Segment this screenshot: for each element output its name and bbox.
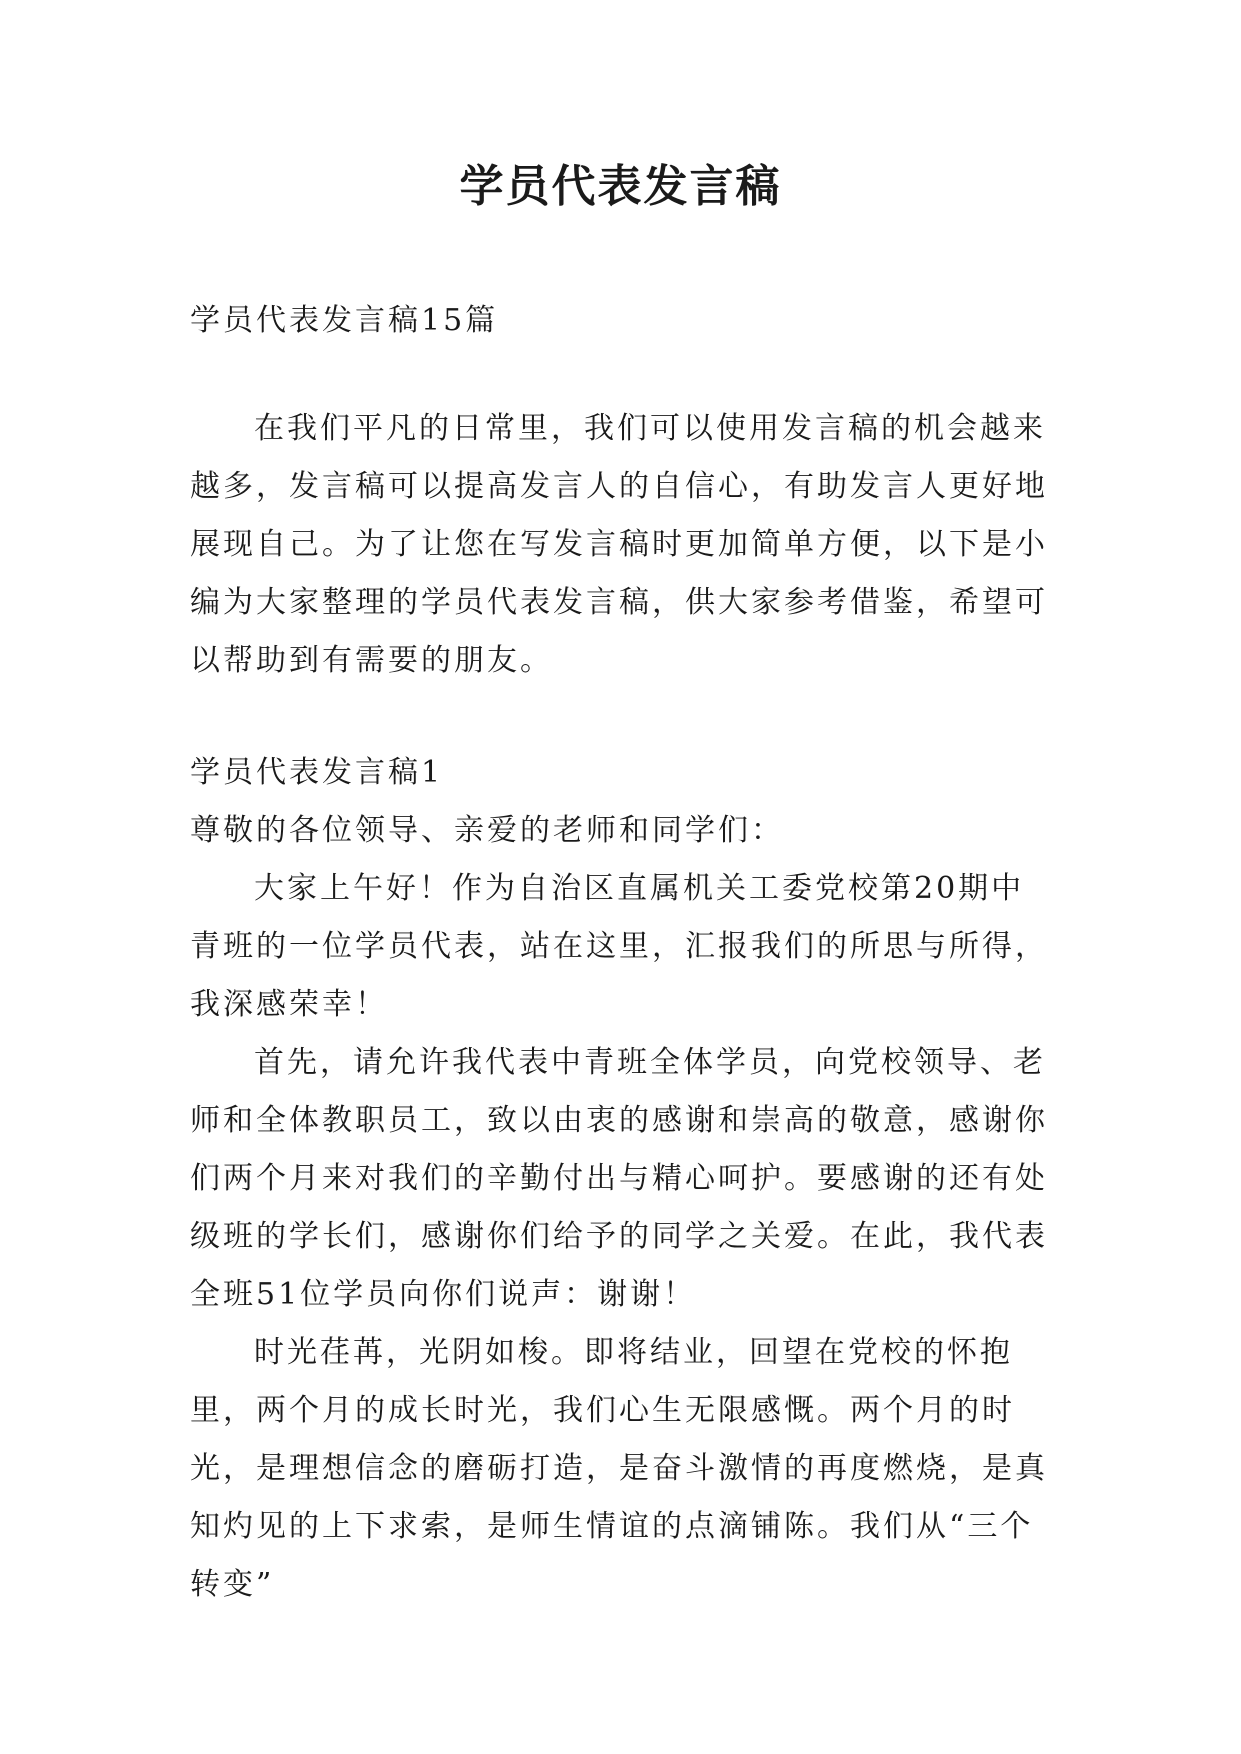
speech-paragraph: 大家上午好！作为自治区直属机关工委党校第20期中青班的一位学员代表，站在这里，汇报我们的所思与所得，我深感荣幸！ xyxy=(190,871,1048,1022)
page-title: 学员代表发言稿 xyxy=(459,161,782,212)
section-title: 学员代表发言稿1 xyxy=(190,755,444,790)
intro-paragraph: 在我们平凡的日常里，我们可以使用发言稿的机会越来越多，发言稿可以提高发言人的自信心，有助发言人更好地展现自己。为了让您在写发言稿时更加简单方便，以下是小编为大家整理的学员代表发言稿，供大家参考借鉴，希望可以帮助到有需要的朋友。 xyxy=(190,411,1048,678)
speech-paragraph: 时光荏苒，光阴如梭。即将结业，回望在党校的怀抱里，两个月的成长时光，我们心生无限感慨。两个月的时光，是理想信念的磨砺打造，是奋斗激情的再度燃烧，是真知灼见的上下求索，是师生情谊的点滴铺陈。我们从“三个转变” xyxy=(190,1335,1048,1602)
speech-paragraph: 首先，请允许我代表中青班全体学员，向党校领导、老师和全体教职员工，致以由衷的感谢和崇高的敬意，感谢你们两个月来对我们的辛勤付出与精心呵护。要感谢的还有处级班的学长们，感谢你们给予的同学之关爱。在此，我代表全班51位学员向你们说声：谢谢！ xyxy=(190,1045,1048,1312)
speech-greeting: 尊敬的各位领导、亲爱的老师和同学们： xyxy=(190,813,784,848)
document-subtitle: 学员代表发言稿15篇 xyxy=(190,303,499,338)
